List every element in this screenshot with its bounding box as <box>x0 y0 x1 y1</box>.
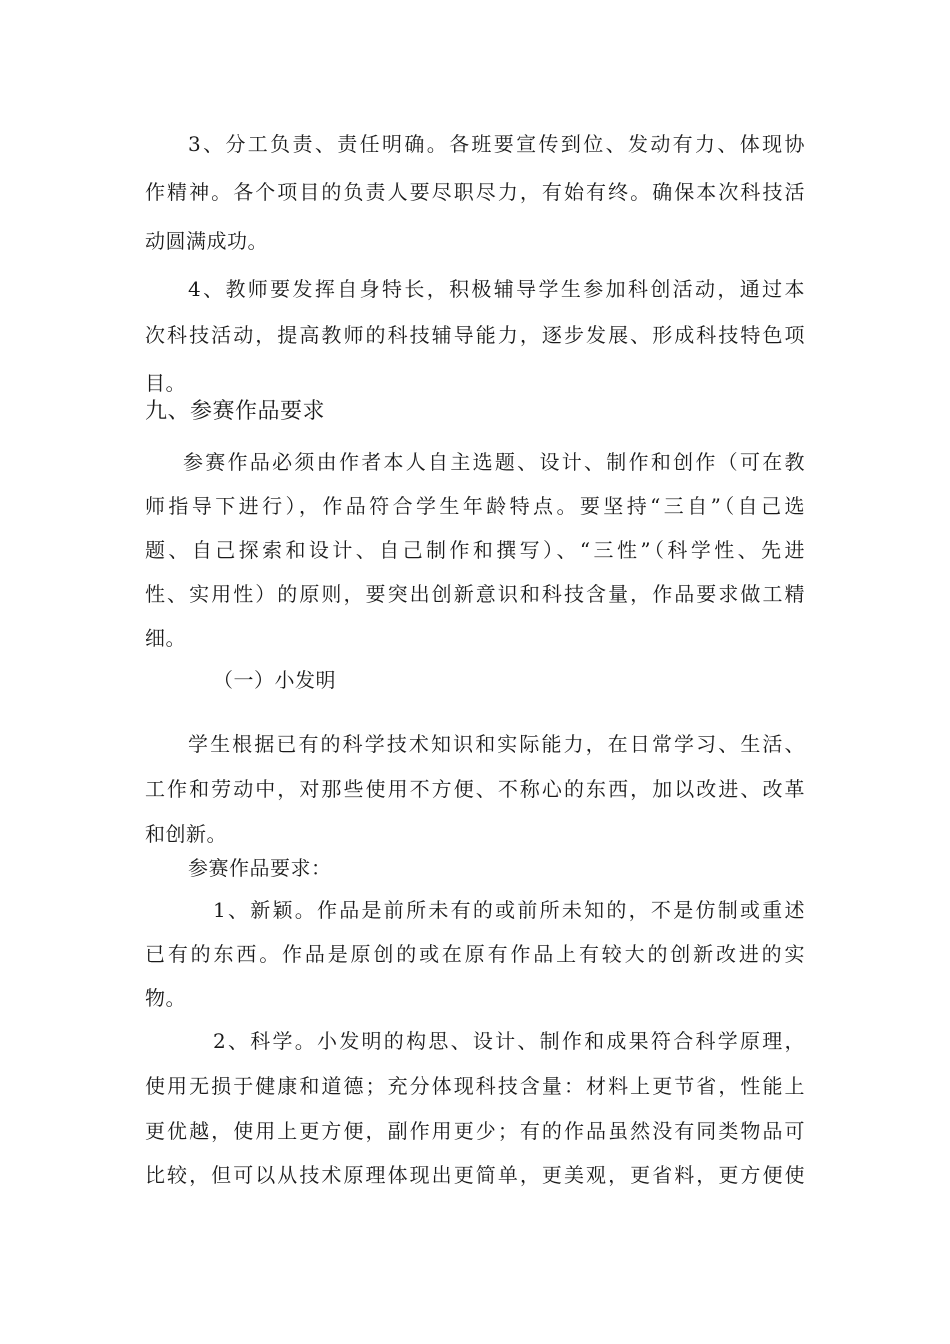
paragraph-line: 使用无损于健康和道德；充分体现科技含量：材料上更节省，性能上 <box>145 1074 805 1098</box>
paragraph-line: 已有的东西。作品是原创的或在原有作品上有较大的创新改进的实 <box>145 942 805 966</box>
paragraph-line: 动圆满成功。 <box>145 229 268 253</box>
paragraph-line: 师指导下进行），作品符合学生年龄特点。要坚持“三自”（自己选 <box>145 494 805 518</box>
paragraph-line: 4、教师要发挥自身特长，积极辅导学生参加科创活动，通过本 <box>188 277 805 301</box>
section-heading: 九、参赛作品要求 <box>145 399 326 424</box>
paragraph-line: 参赛作品必须由作者本人自主选题、设计、制作和创作（可在教 <box>183 450 805 474</box>
paragraph-line: 细。 <box>145 626 186 650</box>
paragraph-line: 更优越，使用上更方便，副作用更少；有的作品虽然没有同类物品可 <box>145 1119 805 1143</box>
paragraph-line: 目。 <box>145 371 186 395</box>
paragraph-line: 1、新颖。作品是前所未有的或前所未知的，不是仿制或重述 <box>213 898 805 922</box>
paragraph-line: 作精神。各个项目的负责人要尽职尽力，有始有终。确保本次科技活 <box>145 180 805 204</box>
paragraph-line: 题、自己探索和设计、自己制作和撰写）、“三性”（科学性、先进 <box>145 538 805 562</box>
paragraph-line: 工作和劳动中，对那些使用不方便、不称心的东西，加以改进、改革 <box>145 777 805 801</box>
paragraph-line: 参赛作品要求： <box>188 856 332 880</box>
paragraph-line: 比较，但可以从技术原理体现出更简单，更美观，更省料，更方便使 <box>145 1163 805 1187</box>
paragraph-line: 和创新。 <box>145 822 227 846</box>
subsection-heading: （一）小发明 <box>213 668 336 692</box>
paragraph-line: 性、实用性）的原则，要突出创新意识和科技含量，作品要求做工精 <box>145 582 805 606</box>
paragraph-line: 3、分工负责、责任明确。各班要宣传到位、发动有力、体现协 <box>188 132 805 156</box>
paragraph-line: 物。 <box>145 986 186 1010</box>
paragraph-line: 学生根据已有的科学技术知识和实际能力，在日常学习、生活、 <box>188 732 805 756</box>
paragraph-line: 2、科学。小发明的构思、设计、制作和成果符合科学原理， <box>213 1029 805 1053</box>
paragraph-line: 次科技活动，提高教师的科技辅导能力，逐步发展、形成科技特色项 <box>145 323 805 347</box>
